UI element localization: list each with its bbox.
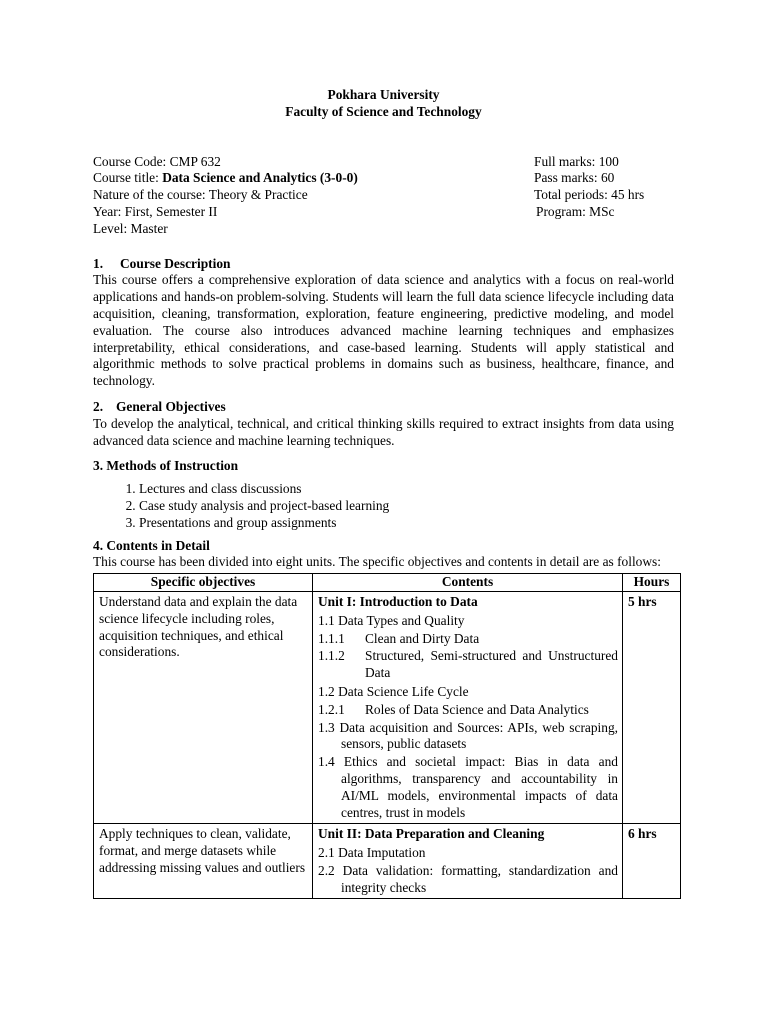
unit-2-title: Unit II: Data Preparation and Cleaning — [318, 826, 545, 842]
unit-1-item-1-3: 1.3 Data acquisition and Sources: APIs, web scraping, sensors, public datasets — [318, 719, 618, 752]
faculty-name: Faculty of Science and Technology — [285, 103, 482, 119]
course-title — [93, 170, 523, 187]
unit-1-objectives: Understand data and explain the data science lifecycle including roles, acquisition techniques, and ethical considerations. — [94, 591, 313, 823]
unit-1-item-1-1: 1.1 Data Types and Quality — [318, 612, 465, 628]
unit-1-item-1-1-2 — [318, 648, 618, 682]
document-page — [93, 87, 674, 899]
general-objectives-text: To develop the analytical, technical, and critical thinking skills required to extract insights from data using advanced data science and machine learning techniques. — [93, 415, 674, 448]
header-contents: Contents — [313, 574, 623, 592]
section-2-number: 2. — [93, 398, 104, 414]
header-hours: Hours — [623, 574, 681, 592]
section-2-heading — [93, 399, 674, 416]
item-number: 1.1.2 — [318, 648, 345, 664]
contents-table — [93, 573, 681, 899]
section-1-heading — [93, 256, 674, 273]
total-periods: Total periods: 45 hrs — [534, 187, 645, 203]
unit-1-item-1-2-1 — [318, 702, 618, 719]
course-info-right — [534, 154, 684, 221]
unit-2-contents — [313, 824, 623, 899]
methods-list — [93, 481, 674, 531]
item-number: 1.1.1 — [318, 630, 345, 646]
table-row — [94, 591, 681, 823]
unit-1-contents — [313, 591, 623, 823]
course-nature: Nature of the course: Theory & Practice — [93, 187, 308, 203]
course-title-label: Course title: — [93, 170, 163, 186]
section-1-number: 1. — [93, 255, 104, 271]
pass-marks: Pass marks: 60 — [534, 170, 615, 186]
section-4-heading: 4. Contents in Detail — [93, 537, 210, 553]
item-number: 1.2.1 — [318, 701, 345, 717]
course-title-value: Data Science and Analytics (3-0-0) — [162, 170, 358, 186]
table-row — [94, 824, 681, 899]
list-item: 2. Case study analysis and project-based learning — [139, 498, 674, 515]
unit-1-title: Unit I: Introduction to Data — [318, 593, 478, 609]
university-name: Pokhara University — [327, 87, 440, 102]
section-2-title: General Objectives — [116, 398, 226, 414]
contents-intro-text: This course has been divided into eight units. The specific objectives and contents in detail are as follows: — [93, 554, 661, 570]
program: Program: MSc — [536, 203, 615, 219]
unit-1-item-1-1-1 — [318, 631, 618, 648]
unit-2-item-2-1: 2.1 Data Imputation — [318, 845, 426, 861]
course-code: Course Code: CMP 632 — [93, 153, 221, 169]
unit-2-item-2-2: 2.2 Data validation: formatting, standardization and integrity checks — [318, 862, 618, 895]
section-1-title: Course Description — [120, 255, 231, 271]
unit-2-hours: 6 hrs — [623, 824, 681, 899]
list-item: 3. Presentations and group assignments — [139, 515, 674, 532]
item-text: Roles of Data Science and Data Analytics — [365, 701, 589, 717]
unit-1-hours: 5 hrs — [623, 591, 681, 823]
item-text: Clean and Dirty Data — [365, 630, 480, 646]
unit-2-objectives: Apply techniques to clean, validate, format, and merge datasets while addressing missing values and outliers — [94, 824, 313, 899]
table-header-row — [94, 574, 681, 592]
document-header — [93, 87, 674, 121]
unit-1-item-1-4: 1.4 Ethics and societal impact: Bias in data and algorithms, transparency and accountability in AI/ML models, environmental impacts of data centres, trust in models — [318, 754, 618, 820]
course-info — [93, 154, 674, 238]
list-item: 1. Lectures and class discussions — [139, 481, 674, 498]
section-3-heading: 3. Methods of Instruction — [93, 458, 239, 474]
item-text: Structured, Semi-structured and Unstructured Data — [365, 648, 618, 681]
full-marks: Full marks: 100 — [534, 153, 619, 169]
course-description-text: This course offers a comprehensive exploration of data science and analytics with a focus on real-world applications and hands-on problem-solving. Students will learn the full data science lifecycle including data acquisition, cleaning, transformation, exploration, feature engineering, predictive modeling, and model evaluation. The course also introduces advanced machine learning techniques and emphasizes interpretability, ethical considerations, and case-based learning. Students will apply statistical and algorithmic methods to solve practical problems in domains such as business, healthcare, finance, and technology. — [93, 272, 674, 389]
course-year: Year: First, Semester II — [93, 203, 218, 219]
unit-1-item-1-2: 1.2 Data Science Life Cycle — [318, 683, 469, 699]
course-info-left — [93, 154, 523, 238]
course-level: Level: Master — [93, 220, 168, 236]
header-specific-objectives: Specific objectives — [94, 574, 313, 592]
